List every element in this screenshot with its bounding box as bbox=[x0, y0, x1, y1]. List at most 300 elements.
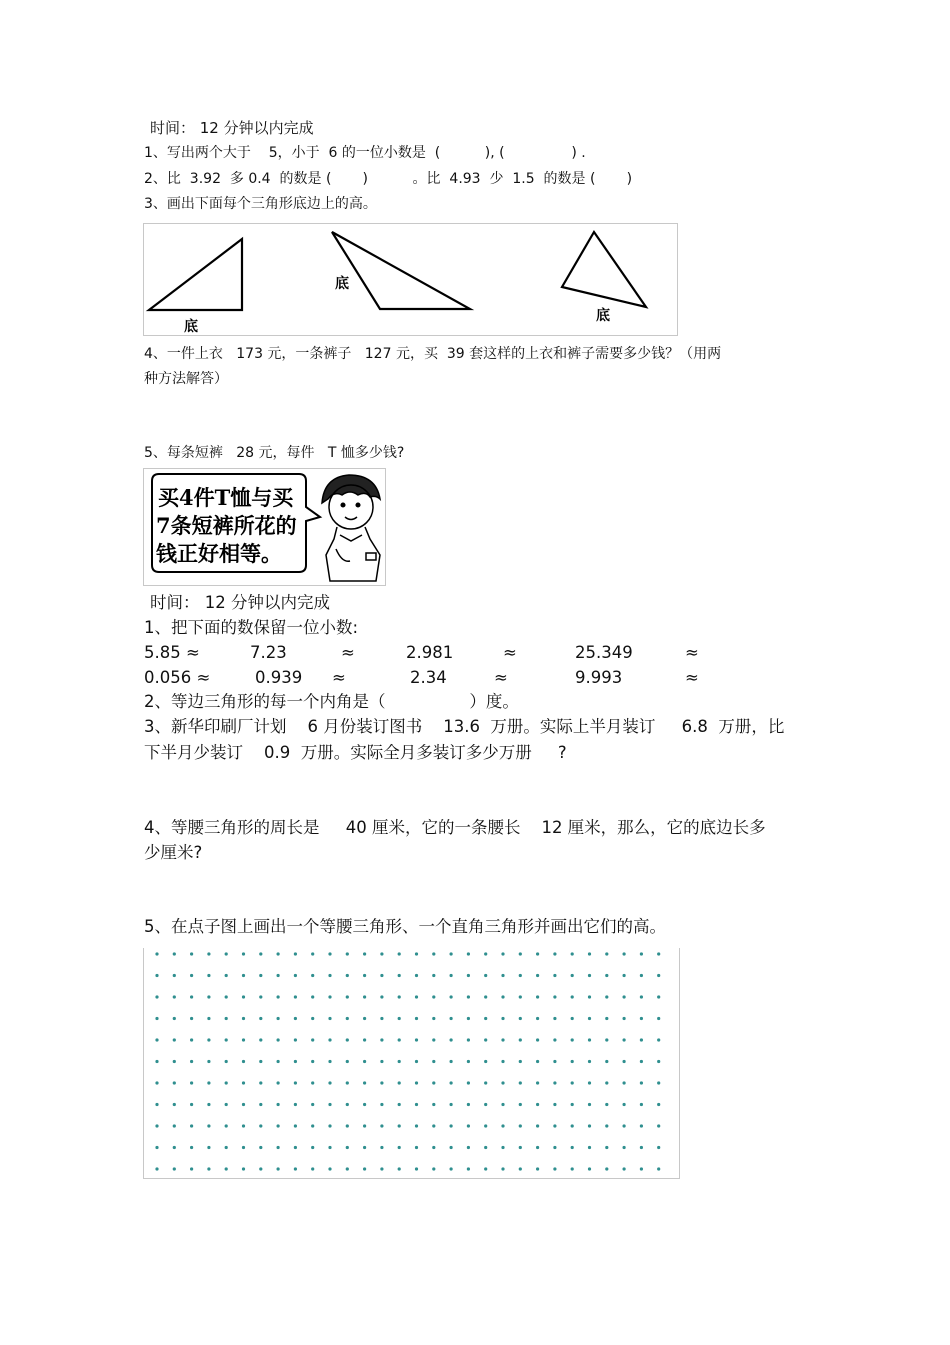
grid-dot bbox=[467, 1017, 470, 1020]
grid-dot bbox=[519, 1081, 522, 1084]
grid-dot bbox=[242, 1167, 245, 1170]
grid-dot bbox=[155, 1103, 158, 1106]
round-item: 25.349 bbox=[575, 643, 633, 662]
grid-dot bbox=[363, 1081, 366, 1084]
grid-dot bbox=[432, 1017, 435, 1020]
grid-dot bbox=[605, 1081, 608, 1084]
grid-dot bbox=[484, 1167, 487, 1170]
grid-dot bbox=[155, 1038, 158, 1041]
grid-dot bbox=[432, 1103, 435, 1106]
section1-time: 时间： 12 分钟以内完成 bbox=[150, 119, 314, 137]
approx-sign: ≈ bbox=[503, 643, 517, 662]
s1-question-4-line1: 4、一件上衣 173 元，一条裤子 127 元，买 39 套这样的上衣和裤子需要多少钱？（用两 bbox=[144, 346, 722, 362]
s2-question-5: 5、在点子图上画出一个等腰三角形、一个直角三角形并画出它们的高。 bbox=[144, 917, 666, 936]
grid-dot bbox=[294, 974, 297, 977]
grid-dot bbox=[173, 1060, 176, 1063]
grid-dot bbox=[415, 1124, 418, 1127]
grid-dot bbox=[173, 952, 176, 955]
grid-dot bbox=[311, 1146, 314, 1149]
grid-dot bbox=[467, 1146, 470, 1149]
grid-dot bbox=[432, 1060, 435, 1063]
grid-dot bbox=[398, 1103, 401, 1106]
round-item: 2.34 bbox=[410, 668, 447, 687]
grid-dot bbox=[432, 1124, 435, 1127]
s1-question-5: 5、每条短裤 28 元，每件 T 恤多少钱? bbox=[144, 445, 405, 461]
grid-dot bbox=[657, 1167, 660, 1170]
grid-dot bbox=[640, 1060, 643, 1063]
grid-dot bbox=[588, 1081, 591, 1084]
grid-dot bbox=[450, 952, 453, 955]
grid-dot bbox=[346, 1146, 349, 1149]
grid-dot bbox=[311, 1017, 314, 1020]
grid-dot bbox=[536, 952, 539, 955]
grid-dot bbox=[640, 1017, 643, 1020]
grid-dot bbox=[398, 1146, 401, 1149]
grid-dot bbox=[484, 952, 487, 955]
grid-dot bbox=[294, 1038, 297, 1041]
grid-dot bbox=[363, 1060, 366, 1063]
approx-sign: ≈ bbox=[341, 643, 355, 662]
grid-dot bbox=[380, 1167, 383, 1170]
grid-dot bbox=[450, 1060, 453, 1063]
grid-dot bbox=[225, 974, 228, 977]
grid-dot bbox=[571, 995, 574, 998]
grid-dot bbox=[605, 1124, 608, 1127]
grid-dot bbox=[657, 1017, 660, 1020]
grid-dot bbox=[501, 1017, 504, 1020]
grid-dot bbox=[398, 995, 401, 998]
approx-sign: ≈ bbox=[494, 668, 508, 687]
grid-dot bbox=[259, 1060, 262, 1063]
grid-dot bbox=[242, 1146, 245, 1149]
s2-question-2: 2、等边三角形的每一个内角是（ ）度。 bbox=[144, 692, 519, 711]
grid-dot bbox=[328, 974, 331, 977]
grid-dot bbox=[588, 1167, 591, 1170]
grid-dot bbox=[242, 1060, 245, 1063]
grid-dot bbox=[467, 1081, 470, 1084]
grid-dot bbox=[207, 1167, 210, 1170]
grid-dot bbox=[380, 1038, 383, 1041]
grid-dot bbox=[536, 1103, 539, 1106]
grid-dot bbox=[242, 1081, 245, 1084]
grid-dot bbox=[657, 1038, 660, 1041]
grid-dot bbox=[398, 952, 401, 955]
grid-dot bbox=[415, 952, 418, 955]
grid-dot bbox=[553, 1038, 556, 1041]
grid-dot bbox=[605, 952, 608, 955]
grid-dot bbox=[242, 952, 245, 955]
grid-dot bbox=[155, 1124, 158, 1127]
grid-dot bbox=[190, 1103, 193, 1106]
grid-dot bbox=[519, 974, 522, 977]
grid-dot bbox=[415, 974, 418, 977]
grid-dot bbox=[484, 995, 487, 998]
grid-dot bbox=[415, 1060, 418, 1063]
grid-dot bbox=[398, 1038, 401, 1041]
base-label-2: 底 bbox=[335, 276, 349, 292]
grid-dot bbox=[450, 995, 453, 998]
grid-dot bbox=[450, 1167, 453, 1170]
grid-dot bbox=[190, 995, 193, 998]
grid-dot bbox=[363, 1017, 366, 1020]
grid-dot bbox=[623, 1060, 626, 1063]
grid-dot bbox=[484, 1103, 487, 1106]
grid-dot bbox=[155, 974, 158, 977]
grid-dot bbox=[484, 1081, 487, 1084]
grid-dot bbox=[484, 1038, 487, 1041]
grid-dot bbox=[363, 1038, 366, 1041]
grid-dot bbox=[173, 974, 176, 977]
round-item: 5.85 ≈ bbox=[144, 643, 200, 662]
grid-dot bbox=[294, 1167, 297, 1170]
grid-dot bbox=[225, 1146, 228, 1149]
grid-dot bbox=[553, 1081, 556, 1084]
grid-dot bbox=[501, 974, 504, 977]
grid-dot bbox=[207, 1146, 210, 1149]
grid-dot bbox=[207, 1081, 210, 1084]
grid-dot bbox=[294, 1124, 297, 1127]
grid-dot bbox=[588, 1038, 591, 1041]
bubble-line-3: 钱正好相等。 bbox=[156, 541, 282, 566]
grid-dot bbox=[640, 1146, 643, 1149]
grid-dot bbox=[657, 974, 660, 977]
grid-dot bbox=[155, 1060, 158, 1063]
round-item: 7.23 bbox=[250, 643, 287, 662]
grid-dot bbox=[519, 1060, 522, 1063]
grid-dot bbox=[432, 952, 435, 955]
grid-dot bbox=[328, 1103, 331, 1106]
grid-dot bbox=[346, 1038, 349, 1041]
approx-sign: ≈ bbox=[685, 668, 699, 687]
grid-dot bbox=[467, 1167, 470, 1170]
grid-dot bbox=[173, 1081, 176, 1084]
grid-dot bbox=[501, 1060, 504, 1063]
grid-dot bbox=[605, 1038, 608, 1041]
grid-dot bbox=[467, 952, 470, 955]
grid-dot bbox=[190, 1060, 193, 1063]
grid-dot bbox=[623, 995, 626, 998]
grid-dot bbox=[519, 1017, 522, 1020]
grid-dot bbox=[432, 1038, 435, 1041]
grid-dot bbox=[398, 1081, 401, 1084]
grid-dot bbox=[190, 1017, 193, 1020]
grid-dot bbox=[432, 974, 435, 977]
grid-dot bbox=[623, 1124, 626, 1127]
grid-dot bbox=[242, 1124, 245, 1127]
grid-dot bbox=[398, 1017, 401, 1020]
grid-dot bbox=[553, 1146, 556, 1149]
grid-dot bbox=[242, 1038, 245, 1041]
grid-dot bbox=[553, 974, 556, 977]
grid-dot bbox=[311, 1081, 314, 1084]
grid-dot bbox=[640, 1167, 643, 1170]
grid-dot bbox=[242, 1103, 245, 1106]
grid-dot bbox=[467, 1103, 470, 1106]
grid-dot bbox=[450, 1124, 453, 1127]
grid-dot bbox=[363, 952, 366, 955]
grid-dot bbox=[380, 1124, 383, 1127]
grid-dot bbox=[328, 952, 331, 955]
grid-dot bbox=[450, 974, 453, 977]
grid-dot bbox=[259, 952, 262, 955]
approx-sign: ≈ bbox=[332, 668, 346, 687]
grid-dot bbox=[207, 1060, 210, 1063]
grid-dot bbox=[346, 1017, 349, 1020]
grid-dot bbox=[259, 1146, 262, 1149]
grid-dot bbox=[398, 1060, 401, 1063]
grid-dot bbox=[657, 1124, 660, 1127]
s1-question-4-line2: 种方法解答） bbox=[144, 371, 228, 387]
grid-dot bbox=[467, 1060, 470, 1063]
approx-sign: ≈ bbox=[685, 643, 699, 662]
grid-dot bbox=[363, 1167, 366, 1170]
grid-dot bbox=[415, 1038, 418, 1041]
grid-dot bbox=[501, 952, 504, 955]
grid-dot bbox=[190, 1167, 193, 1170]
grid-dot bbox=[571, 1103, 574, 1106]
grid-dot bbox=[467, 1124, 470, 1127]
dot-grid-figure bbox=[143, 948, 680, 1179]
grid-dot bbox=[553, 995, 556, 998]
grid-dot bbox=[467, 974, 470, 977]
grid-dot bbox=[588, 995, 591, 998]
grid-dot bbox=[294, 1146, 297, 1149]
grid-dot bbox=[623, 952, 626, 955]
grid-dot bbox=[501, 1124, 504, 1127]
grid-dot bbox=[501, 1103, 504, 1106]
grid-dot bbox=[277, 1103, 280, 1106]
grid-dot bbox=[519, 952, 522, 955]
grid-dot bbox=[380, 1060, 383, 1063]
grid-dot bbox=[363, 974, 366, 977]
grid-dot bbox=[328, 1146, 331, 1149]
grid-dot bbox=[225, 1167, 228, 1170]
s1-question-1: 1、写出两个大于 5，小于 6 的一位小数是 ( ), ( ) . bbox=[144, 145, 586, 161]
grid-dot bbox=[225, 952, 228, 955]
grid-dot bbox=[536, 1146, 539, 1149]
grid-dot bbox=[294, 1081, 297, 1084]
grid-dot bbox=[432, 995, 435, 998]
grid-dot bbox=[277, 1017, 280, 1020]
grid-dot bbox=[553, 1103, 556, 1106]
grid-dot bbox=[328, 1060, 331, 1063]
grid-dot bbox=[225, 1103, 228, 1106]
grid-dot bbox=[207, 1038, 210, 1041]
triangles-figure bbox=[143, 223, 678, 336]
grid-dot bbox=[346, 1081, 349, 1084]
grid-dot bbox=[190, 1081, 193, 1084]
grid-dot bbox=[571, 1081, 574, 1084]
grid-dot bbox=[571, 1017, 574, 1020]
grid-dot bbox=[155, 1081, 158, 1084]
grid-dot bbox=[588, 1124, 591, 1127]
grid-dot bbox=[450, 1017, 453, 1020]
speech-svg bbox=[144, 469, 385, 585]
grid-dot bbox=[155, 952, 158, 955]
grid-dot bbox=[536, 1017, 539, 1020]
grid-dot bbox=[346, 974, 349, 977]
grid-dot bbox=[328, 995, 331, 998]
grid-dot bbox=[640, 1124, 643, 1127]
grid-dot bbox=[657, 1081, 660, 1084]
grid-dot bbox=[640, 1038, 643, 1041]
grid-dot bbox=[657, 1060, 660, 1063]
grid-dot bbox=[259, 995, 262, 998]
grid-dot bbox=[346, 995, 349, 998]
grid-dot bbox=[571, 1146, 574, 1149]
grid-dot bbox=[225, 1038, 228, 1041]
grid-dot bbox=[588, 952, 591, 955]
grid-dot bbox=[328, 1017, 331, 1020]
grid-dot bbox=[519, 1167, 522, 1170]
grid-dot bbox=[657, 952, 660, 955]
grid-dot bbox=[623, 974, 626, 977]
grid-dot bbox=[571, 952, 574, 955]
triangle-acute bbox=[562, 232, 646, 307]
grid-dot bbox=[398, 1124, 401, 1127]
grid-dot bbox=[311, 1124, 314, 1127]
grid-dot bbox=[155, 1017, 158, 1020]
grid-dot bbox=[346, 952, 349, 955]
boy-illustration bbox=[322, 475, 380, 581]
grid-dot bbox=[277, 952, 280, 955]
grid-dot bbox=[328, 1038, 331, 1041]
grid-dot bbox=[207, 1124, 210, 1127]
grid-dot bbox=[605, 1103, 608, 1106]
grid-dot bbox=[623, 1103, 626, 1106]
grid-dot bbox=[363, 1146, 366, 1149]
grid-dot bbox=[571, 974, 574, 977]
grid-dot bbox=[225, 995, 228, 998]
grid-dot bbox=[380, 1017, 383, 1020]
grid-dot bbox=[277, 1038, 280, 1041]
grid-dot bbox=[415, 995, 418, 998]
grid-dot bbox=[311, 952, 314, 955]
grid-dot bbox=[277, 1167, 280, 1170]
grid-dot bbox=[190, 1146, 193, 1149]
grid-dot bbox=[484, 1017, 487, 1020]
grid-dot bbox=[536, 995, 539, 998]
grid-dot bbox=[605, 1060, 608, 1063]
grid-dot bbox=[519, 1103, 522, 1106]
grid-dot bbox=[207, 995, 210, 998]
dot-grid bbox=[144, 948, 679, 1178]
grid-dot bbox=[623, 1017, 626, 1020]
grid-dot bbox=[605, 974, 608, 977]
grid-dot bbox=[623, 1167, 626, 1170]
grid-dot bbox=[484, 974, 487, 977]
grid-dot bbox=[190, 1124, 193, 1127]
grid-dot bbox=[346, 1103, 349, 1106]
grid-dot bbox=[242, 974, 245, 977]
grid-dot bbox=[398, 974, 401, 977]
grid-dot bbox=[415, 1146, 418, 1149]
grid-dot bbox=[311, 1103, 314, 1106]
grid-dot bbox=[259, 1038, 262, 1041]
grid-dot bbox=[605, 995, 608, 998]
grid-dot bbox=[311, 1060, 314, 1063]
grid-dot bbox=[467, 995, 470, 998]
grid-dot bbox=[501, 1081, 504, 1084]
grid-dot bbox=[536, 1060, 539, 1063]
grid-dot bbox=[536, 1038, 539, 1041]
grid-dot bbox=[553, 1124, 556, 1127]
round-item: 2.981 bbox=[406, 643, 454, 662]
grid-dot bbox=[346, 1167, 349, 1170]
grid-dot bbox=[553, 1017, 556, 1020]
grid-dot bbox=[277, 1124, 280, 1127]
grid-dot bbox=[588, 1060, 591, 1063]
grid-dot bbox=[553, 952, 556, 955]
bubble-line-2: 7条短裤所花的 bbox=[156, 513, 297, 538]
grid-dot bbox=[207, 952, 210, 955]
grid-dot bbox=[640, 1081, 643, 1084]
grid-dot bbox=[328, 1081, 331, 1084]
grid-dot bbox=[415, 1017, 418, 1020]
grid-dot bbox=[380, 995, 383, 998]
grid-dot bbox=[277, 974, 280, 977]
grid-dot bbox=[277, 1060, 280, 1063]
base-label-1: 底 bbox=[184, 319, 198, 335]
grid-dot bbox=[207, 1017, 210, 1020]
grid-dot bbox=[640, 1103, 643, 1106]
grid-dot bbox=[311, 995, 314, 998]
grid-dot bbox=[225, 1017, 228, 1020]
s2-question-3-line1: 3、新华印刷厂计划 6 月份装订图书 13.6 万册。实际上半月装订 6.8 万册，比 bbox=[144, 717, 785, 736]
grid-dot bbox=[207, 974, 210, 977]
grid-dot bbox=[571, 1038, 574, 1041]
round-item: 0.939 bbox=[255, 668, 303, 687]
grid-dot bbox=[536, 974, 539, 977]
grid-dot bbox=[173, 1103, 176, 1106]
grid-dot bbox=[259, 1081, 262, 1084]
grid-dot bbox=[173, 1146, 176, 1149]
grid-dot bbox=[536, 1124, 539, 1127]
grid-dot bbox=[571, 1124, 574, 1127]
grid-dot bbox=[415, 1081, 418, 1084]
grid-dot bbox=[398, 1167, 401, 1170]
triangle-right bbox=[149, 239, 242, 310]
grid-dot bbox=[450, 1081, 453, 1084]
triangle-obtuse bbox=[332, 232, 470, 309]
grid-dot bbox=[294, 1017, 297, 1020]
bubble-line-1: 买4件T恤与买 bbox=[158, 485, 294, 510]
grid-dot bbox=[588, 1103, 591, 1106]
grid-dot bbox=[225, 1060, 228, 1063]
grid-dot bbox=[277, 1081, 280, 1084]
grid-dot bbox=[328, 1124, 331, 1127]
grid-dot bbox=[450, 1103, 453, 1106]
grid-dot bbox=[640, 974, 643, 977]
grid-dot bbox=[657, 1103, 660, 1106]
grid-dot bbox=[173, 1017, 176, 1020]
grid-dot bbox=[450, 1146, 453, 1149]
grid-dot bbox=[657, 995, 660, 998]
s2-question-4-line2: 少厘米? bbox=[144, 843, 203, 862]
grid-dot bbox=[173, 1038, 176, 1041]
grid-dot bbox=[623, 1038, 626, 1041]
grid-dot bbox=[173, 1167, 176, 1170]
triangles-svg bbox=[144, 224, 677, 335]
grid-dot bbox=[259, 974, 262, 977]
grid-dot bbox=[277, 995, 280, 998]
grid-dot bbox=[484, 1124, 487, 1127]
grid-dot bbox=[501, 1146, 504, 1149]
grid-dot bbox=[519, 1038, 522, 1041]
grid-dot bbox=[155, 1167, 158, 1170]
grid-dot bbox=[484, 1146, 487, 1149]
grid-dot bbox=[640, 995, 643, 998]
